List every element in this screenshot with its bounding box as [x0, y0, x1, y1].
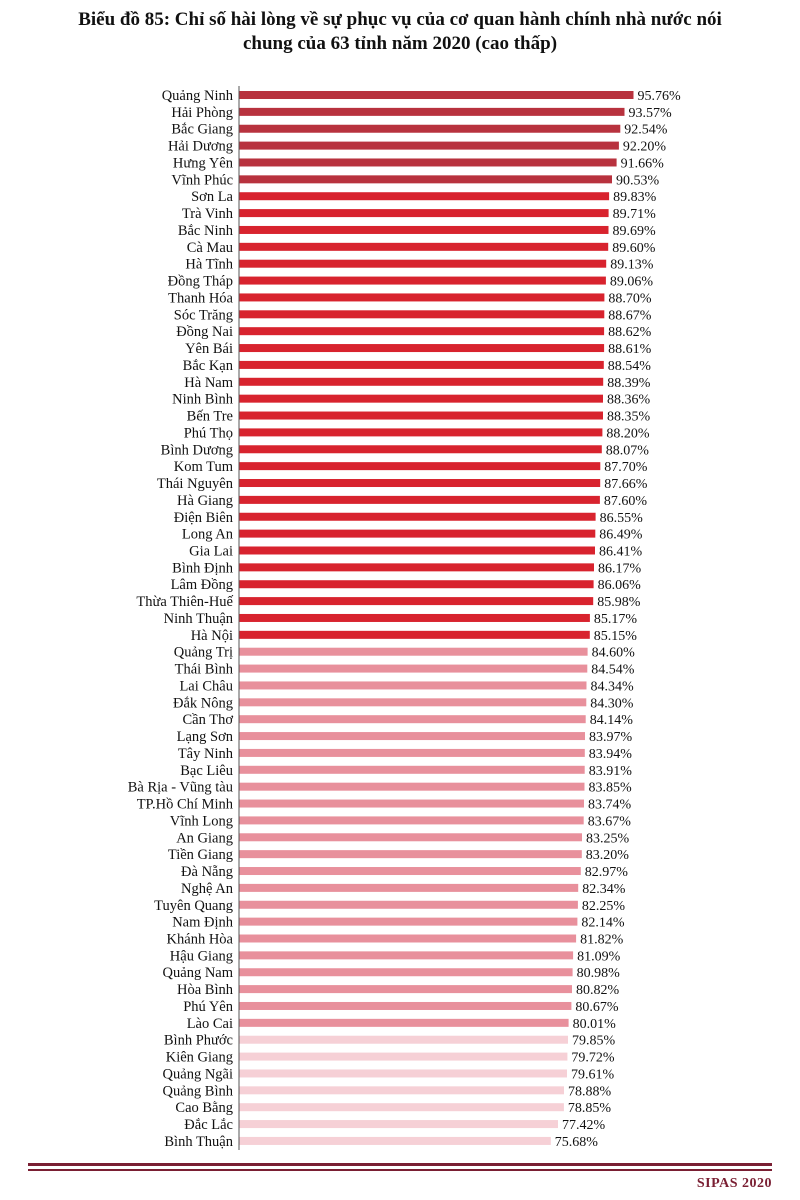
bar — [239, 597, 593, 605]
category-label: Thái Bình — [174, 661, 233, 678]
category-label: Hòa Bình — [177, 982, 233, 999]
data-label: 83.74% — [588, 797, 632, 813]
category-label: TP.Hồ Chí Minh — [136, 796, 233, 813]
bar — [239, 209, 609, 217]
data-label: 81.82% — [580, 932, 624, 948]
bar — [239, 428, 602, 436]
category-label: Hưng Yên — [172, 155, 233, 172]
category-label: Tiền Giang — [167, 847, 233, 864]
source-label: SIPAS 2020 — [696, 1176, 772, 1191]
category-label: Sơn La — [191, 189, 233, 206]
data-label: 88.67% — [608, 308, 652, 324]
bar — [239, 530, 595, 538]
bar — [239, 378, 603, 386]
bar — [239, 462, 600, 470]
bar — [239, 1137, 551, 1145]
data-label: 88.54% — [607, 358, 651, 374]
category-label: Hải Dương — [167, 138, 233, 155]
category-label: Quảng Trị — [173, 644, 233, 661]
data-label: 86.49% — [599, 527, 643, 543]
category-label: Thái Nguyên — [156, 476, 233, 493]
bar — [239, 192, 609, 200]
category-label: Vĩnh Long — [169, 813, 233, 830]
category-label: Quảng Ninh — [161, 88, 233, 104]
bar — [239, 901, 578, 909]
footer-rule-thin — [28, 1169, 772, 1171]
data-label: 82.14% — [581, 915, 625, 931]
bar — [239, 226, 609, 234]
data-label: 87.66% — [604, 477, 648, 493]
bar — [239, 715, 586, 723]
data-label: 80.98% — [576, 966, 620, 982]
bar — [239, 698, 586, 706]
data-label: 80.82% — [576, 983, 620, 999]
data-label: 92.20% — [622, 139, 667, 155]
category-label: Hà Nội — [190, 627, 233, 644]
category-label: Khánh Hòa — [166, 931, 233, 948]
category-label: Đà Nẵng — [181, 864, 233, 881]
category-label: Đắk Nông — [172, 695, 233, 712]
data-label: 83.91% — [588, 763, 632, 779]
data-label: 89.71% — [612, 207, 656, 223]
bar — [239, 142, 619, 150]
bar — [239, 850, 582, 858]
data-label: 88.39% — [607, 375, 651, 391]
category-label: Đồng Tháp — [167, 273, 233, 290]
data-label: 92.54% — [624, 122, 668, 138]
bar — [239, 361, 604, 369]
bar — [239, 496, 600, 504]
bar — [239, 1086, 564, 1094]
category-label: Tây Ninh — [177, 745, 233, 762]
category-label: Cao Bằng — [175, 1100, 233, 1117]
category-label: Bình Thuận — [164, 1133, 233, 1150]
bar — [239, 1036, 568, 1044]
data-label: 84.54% — [591, 662, 635, 678]
chart-title-line-2: chung của 63 tỉnh năm 2020 (cao thấp) — [242, 33, 558, 54]
data-label: 86.41% — [599, 544, 643, 560]
bar — [239, 1002, 571, 1010]
bar — [239, 175, 612, 183]
data-label: 83.25% — [586, 831, 630, 847]
bar — [239, 1103, 564, 1111]
category-label: Hà Nam — [184, 374, 233, 391]
data-label: 85.98% — [597, 595, 641, 611]
category-label: Hà Giang — [177, 492, 233, 509]
data-label: 87.60% — [603, 493, 648, 509]
data-label: 89.06% — [609, 274, 654, 290]
category-label: Bà Rịa - Vũng tàu — [127, 779, 233, 796]
bar — [239, 546, 595, 554]
data-label: 89.60% — [612, 240, 656, 256]
data-label: 90.53% — [616, 173, 660, 189]
category-label: Đồng Nai — [176, 324, 233, 341]
data-label: 89.13% — [610, 257, 654, 273]
bar — [239, 648, 588, 656]
data-label: 86.06% — [597, 578, 641, 594]
bar — [239, 125, 620, 133]
bar — [239, 310, 604, 318]
chart-title-line-1: Biểu đồ 85: Chỉ số hài lòng về sự phục vụ của cơ quan hành chính nhà nước nói — [78, 9, 722, 30]
category-label: Nghệ An — [181, 880, 233, 897]
category-label: Cần Thơ — [182, 712, 233, 729]
data-label: 85.17% — [593, 611, 638, 627]
data-label: 82.34% — [582, 881, 626, 897]
data-label: 88.35% — [607, 409, 651, 425]
bar — [239, 665, 587, 673]
bar — [239, 935, 576, 943]
bar — [239, 293, 604, 301]
category-label: Long An — [181, 526, 233, 543]
bar — [239, 158, 617, 166]
category-label: Hải Phòng — [171, 104, 233, 121]
data-label: 79.61% — [571, 1067, 615, 1083]
bar — [239, 985, 572, 993]
bar — [239, 681, 587, 689]
category-label: Kiên Giang — [165, 1049, 233, 1066]
data-label: 93.57% — [628, 105, 672, 121]
category-label: Bắc Ninh — [177, 222, 233, 239]
category-label: An Giang — [176, 830, 233, 847]
category-label: Hà Tĩnh — [185, 256, 233, 273]
bar — [239, 614, 590, 622]
data-label: 83.67% — [587, 814, 631, 830]
bar — [239, 1120, 558, 1128]
category-label: Thừa Thiên-Huế — [136, 594, 233, 611]
data-label: 89.83% — [613, 190, 657, 206]
data-label: 89.69% — [612, 223, 656, 239]
bar — [239, 732, 585, 740]
bar — [239, 867, 581, 875]
category-label: Bình Định — [172, 560, 233, 577]
bar — [239, 344, 604, 352]
category-label: Tuyên Quang — [154, 897, 233, 914]
category-label: Quảng Bình — [162, 1083, 233, 1100]
category-label: Lai Châu — [179, 678, 233, 695]
data-label: 83.20% — [585, 848, 629, 864]
category-label: Thanh Hóa — [168, 290, 233, 307]
bar — [239, 580, 594, 588]
data-label: 88.07% — [605, 443, 649, 459]
bar — [239, 479, 600, 487]
bar — [239, 445, 602, 453]
category-label: Lâm Đồng — [170, 577, 233, 594]
data-label: 84.34% — [590, 679, 634, 695]
category-label: Vĩnh Phúc — [171, 172, 233, 189]
data-label: 87.70% — [604, 460, 648, 476]
bar — [239, 327, 604, 335]
data-label: 95.76% — [637, 89, 681, 104]
category-label: Ninh Bình — [172, 391, 233, 408]
data-label: 88.62% — [608, 325, 652, 341]
data-label: 83.85% — [588, 780, 632, 796]
bar — [239, 918, 577, 926]
data-label: 77.42% — [562, 1118, 606, 1134]
bar — [239, 108, 625, 116]
category-label: Nam Định — [172, 914, 233, 931]
data-label: 85.15% — [593, 628, 637, 644]
data-label: 83.94% — [588, 746, 632, 762]
category-label: Bình Phước — [163, 1032, 233, 1049]
category-label: Đắc Lắc — [184, 1117, 233, 1134]
category-label: Kom Tum — [173, 459, 233, 476]
bar — [239, 833, 582, 841]
bar — [239, 1053, 567, 1061]
data-label: 78.85% — [567, 1101, 612, 1117]
bar — [239, 749, 585, 757]
data-label: 84.30% — [590, 696, 634, 712]
footer-rule-thick — [28, 1163, 772, 1166]
bar — [239, 766, 585, 774]
category-label: Phú Thọ — [183, 425, 233, 442]
data-label: 88.61% — [608, 342, 652, 358]
data-label: 82.97% — [584, 865, 628, 881]
bar — [239, 91, 634, 99]
data-label: 86.17% — [598, 561, 642, 577]
bar — [239, 951, 573, 959]
category-label: Gia Lai — [189, 543, 233, 560]
data-label: 82.25% — [581, 898, 626, 914]
data-label: 80.67% — [575, 999, 619, 1015]
data-label: 83.97% — [589, 730, 633, 746]
bar — [239, 513, 596, 521]
category-label: Bắc Kạn — [182, 357, 233, 374]
category-label: Điện Biên — [173, 509, 233, 526]
category-label: Quảng Nam — [162, 965, 233, 982]
bar — [239, 243, 608, 251]
bar — [239, 1019, 569, 1027]
data-label: 88.20% — [606, 426, 650, 442]
category-label: Yên Bái — [185, 341, 233, 358]
data-label: 79.72% — [571, 1050, 615, 1066]
category-label: Bạc Liêu — [180, 762, 233, 779]
bar — [239, 1069, 567, 1077]
bar — [239, 412, 603, 420]
bar — [239, 563, 594, 571]
bar — [239, 277, 606, 285]
bar — [239, 395, 603, 403]
category-label: Hậu Giang — [169, 948, 233, 965]
data-label: 91.66% — [620, 156, 664, 172]
data-label: 80.01% — [572, 1016, 616, 1032]
category-label: Quảng Ngãi — [162, 1066, 233, 1083]
category-label: Ninh Thuận — [163, 610, 233, 627]
category-label: Bến Tre — [186, 408, 233, 425]
bar — [239, 800, 584, 808]
data-label: 81.09% — [577, 949, 621, 965]
data-label: 84.60% — [591, 645, 635, 661]
data-label: 84.14% — [589, 713, 633, 729]
category-label: Sóc Trăng — [173, 307, 233, 324]
category-label: Trà Vinh — [181, 206, 233, 223]
bar — [239, 816, 584, 824]
bar — [239, 968, 573, 976]
chart-rows — [128, 88, 681, 1150]
data-label: 78.88% — [568, 1084, 612, 1100]
data-label: 79.85% — [572, 1033, 616, 1049]
category-label: Phú Yên — [183, 998, 233, 1015]
category-label: Cà Mau — [186, 239, 233, 256]
bar — [239, 783, 585, 791]
category-label: Bình Dương — [160, 442, 233, 459]
bar — [239, 884, 578, 892]
data-label: 86.55% — [599, 510, 643, 526]
category-label: Lào Cai — [186, 1015, 233, 1032]
category-label: Lạng Sơn — [176, 729, 233, 746]
bar — [239, 260, 606, 268]
data-label: 75.68% — [554, 1134, 598, 1150]
category-label: Bắc Giang — [171, 121, 233, 138]
bar — [239, 631, 590, 639]
data-label: 88.70% — [608, 291, 652, 307]
data-label: 88.36% — [607, 392, 651, 408]
